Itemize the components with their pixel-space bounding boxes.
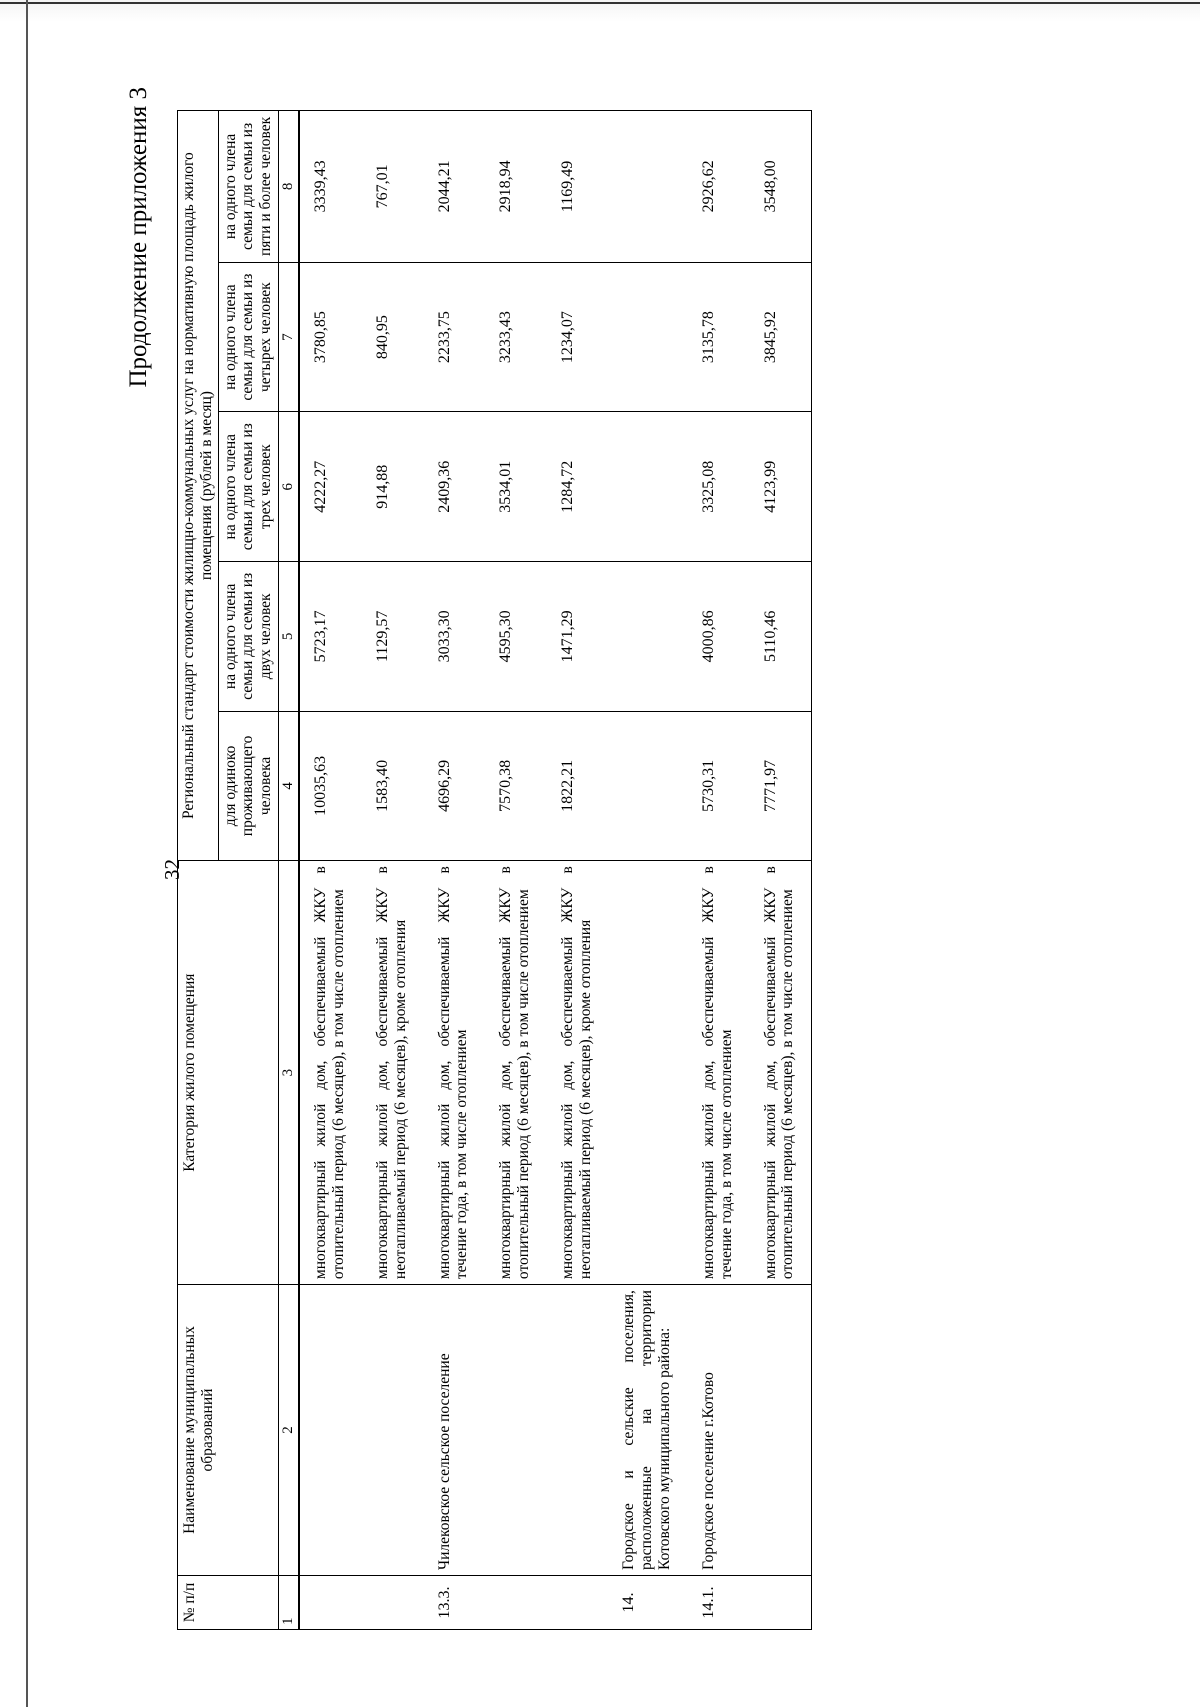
header-category: Категория жилого помещения bbox=[178, 861, 279, 1285]
cost-value: 840,95 bbox=[362, 262, 424, 412]
header-name: Наименование муниципальных образований bbox=[178, 1285, 279, 1576]
column-number: 7 bbox=[279, 262, 300, 412]
table-row bbox=[485, 111, 547, 1630]
cost-value: 1284,72 bbox=[547, 412, 609, 562]
cost-value: 1822,21 bbox=[547, 711, 609, 861]
header-sub-col-7: на одного члена семьи для семьи из четырех человек bbox=[218, 262, 278, 412]
municipality-name: Чилековское сельское поселение bbox=[424, 1285, 486, 1576]
row-number bbox=[547, 1575, 609, 1629]
cost-value: 4222,27 bbox=[299, 412, 362, 562]
table-row bbox=[424, 111, 486, 1630]
municipality-name: Городское и сельские поселения, расположенные на территории Котовского муниципального района: bbox=[608, 1285, 687, 1576]
cost-value: 10035,63 bbox=[299, 711, 362, 861]
table-row bbox=[362, 111, 424, 1630]
table-row bbox=[299, 111, 362, 1630]
housing-category: многоквартирный жилой дом, обеспечиваемый ЖКУ в отопительный период (6 месяцев), в том числе отоплением bbox=[299, 861, 362, 1285]
header-row-1 bbox=[178, 111, 219, 1630]
cost-value: 914,88 bbox=[362, 412, 424, 562]
cost-value bbox=[608, 711, 687, 861]
row-number bbox=[299, 1575, 362, 1629]
cost-value bbox=[608, 111, 687, 263]
cost-value: 2926,62 bbox=[688, 111, 750, 263]
housing-category: многоквартирный жилой дом, обеспечиваемый ЖКУ в неотапливаемый период (6 месяцев), кроме отопления bbox=[547, 861, 609, 1285]
column-number: 6 bbox=[279, 412, 300, 562]
row-number bbox=[362, 1575, 424, 1629]
cost-value: 3033,30 bbox=[424, 562, 486, 712]
cost-value bbox=[608, 262, 687, 412]
row-number: 13.3. bbox=[424, 1575, 486, 1629]
cost-value: 4123,99 bbox=[750, 412, 812, 562]
cost-value: 1129,57 bbox=[362, 562, 424, 712]
table-row bbox=[688, 111, 750, 1630]
column-number: 2 bbox=[279, 1285, 300, 1576]
municipality-name bbox=[485, 1285, 547, 1576]
table-row bbox=[547, 111, 609, 1630]
housing-category: многоквартирный жилой дом, обеспечиваемый ЖКУ в течение года, в том числе отоплением bbox=[688, 861, 750, 1285]
cost-value: 7570,38 bbox=[485, 711, 547, 861]
cost-value: 4000,86 bbox=[688, 562, 750, 712]
cost-value: 2233,75 bbox=[424, 262, 486, 412]
table-row bbox=[608, 111, 687, 1630]
column-number: 4 bbox=[279, 711, 300, 861]
cost-value bbox=[608, 412, 687, 562]
municipality-name bbox=[547, 1285, 609, 1576]
cost-value: 3135,78 bbox=[688, 262, 750, 412]
header-standard: Региональный стандарт стоимости жилищно-коммунальных услуг на нормативную площадь жилого помещения (рублей в месяц) bbox=[178, 111, 219, 861]
municipality-name bbox=[750, 1285, 812, 1576]
cost-value bbox=[608, 562, 687, 712]
cost-value: 2044,21 bbox=[424, 111, 486, 263]
cost-value: 3325,08 bbox=[688, 412, 750, 562]
cost-value: 5723,17 bbox=[299, 562, 362, 712]
header-sub-col-5: на одного члена семьи для семьи из двух человек bbox=[218, 562, 278, 712]
scan-edge-line-top bbox=[0, 2, 1200, 4]
housing-cost-table bbox=[177, 110, 812, 1630]
housing-category: многоквартирный жилой дом, обеспечиваемый ЖКУ в течение года, в том числе отоплением bbox=[424, 861, 486, 1285]
document-heading: Продолжение приложения 3 bbox=[125, 87, 152, 388]
cost-value: 1169,49 bbox=[547, 111, 609, 263]
cost-value: 4696,29 bbox=[424, 711, 486, 861]
row-number: 14. bbox=[608, 1575, 687, 1629]
table-row bbox=[750, 111, 812, 1630]
cost-value: 3845,92 bbox=[750, 262, 812, 412]
cost-value: 5110,46 bbox=[750, 562, 812, 712]
cost-value: 1471,29 bbox=[547, 562, 609, 712]
scan-edge-line-left bbox=[26, 0, 28, 1707]
cost-value: 3780,85 bbox=[299, 262, 362, 412]
header-no: № п/п bbox=[178, 1575, 279, 1629]
header-sub-col-8: на одного члена семьи для семьи из пяти и более человек bbox=[218, 111, 278, 263]
cost-value: 7771,97 bbox=[750, 711, 812, 861]
table-body bbox=[299, 111, 811, 1630]
header-sub-col-6: на одного члена семьи для семьи из трех человек bbox=[218, 412, 278, 562]
cost-value: 2918,94 bbox=[485, 111, 547, 263]
row-number bbox=[485, 1575, 547, 1629]
cost-value: 4595,30 bbox=[485, 562, 547, 712]
cost-value: 1234,07 bbox=[547, 262, 609, 412]
cost-value: 3233,43 bbox=[485, 262, 547, 412]
municipality-name bbox=[362, 1285, 424, 1576]
municipality-name: Городское поселение г.Котово bbox=[688, 1285, 750, 1576]
cost-value: 3534,01 bbox=[485, 412, 547, 562]
housing-category: многоквартирный жилой дом, обеспечиваемый ЖКУ в отопительный период (6 месяцев), в том числе отоплением bbox=[750, 861, 812, 1285]
header-column-numbers bbox=[279, 111, 300, 1630]
cost-value: 1583,40 bbox=[362, 711, 424, 861]
housing-category bbox=[608, 861, 687, 1285]
column-number: 1 bbox=[279, 1575, 300, 1629]
housing-category: многоквартирный жилой дом, обеспечиваемый ЖКУ в неотапливаемый период (6 месяцев), кроме отопления bbox=[362, 861, 424, 1285]
cost-value: 767,01 bbox=[362, 111, 424, 263]
cost-value: 3548,00 bbox=[750, 111, 812, 263]
row-number: 14.1. bbox=[688, 1575, 750, 1629]
cost-value: 5730,31 bbox=[688, 711, 750, 861]
municipality-name bbox=[299, 1285, 362, 1576]
rotated-document-page bbox=[125, 75, 1155, 1660]
column-number: 8 bbox=[279, 111, 300, 263]
header-sub-col-4: для одиноко проживающего человека bbox=[218, 711, 278, 861]
cost-value: 2409,36 bbox=[424, 412, 486, 562]
row-number bbox=[750, 1575, 812, 1629]
housing-category: многоквартирный жилой дом, обеспечиваемый ЖКУ в отопительный период (6 месяцев), в том числе отоплением bbox=[485, 861, 547, 1285]
column-number: 3 bbox=[279, 861, 300, 1285]
cost-value: 3339,43 bbox=[299, 111, 362, 263]
page-number: 32 bbox=[160, 859, 184, 880]
column-number: 5 bbox=[279, 562, 300, 712]
